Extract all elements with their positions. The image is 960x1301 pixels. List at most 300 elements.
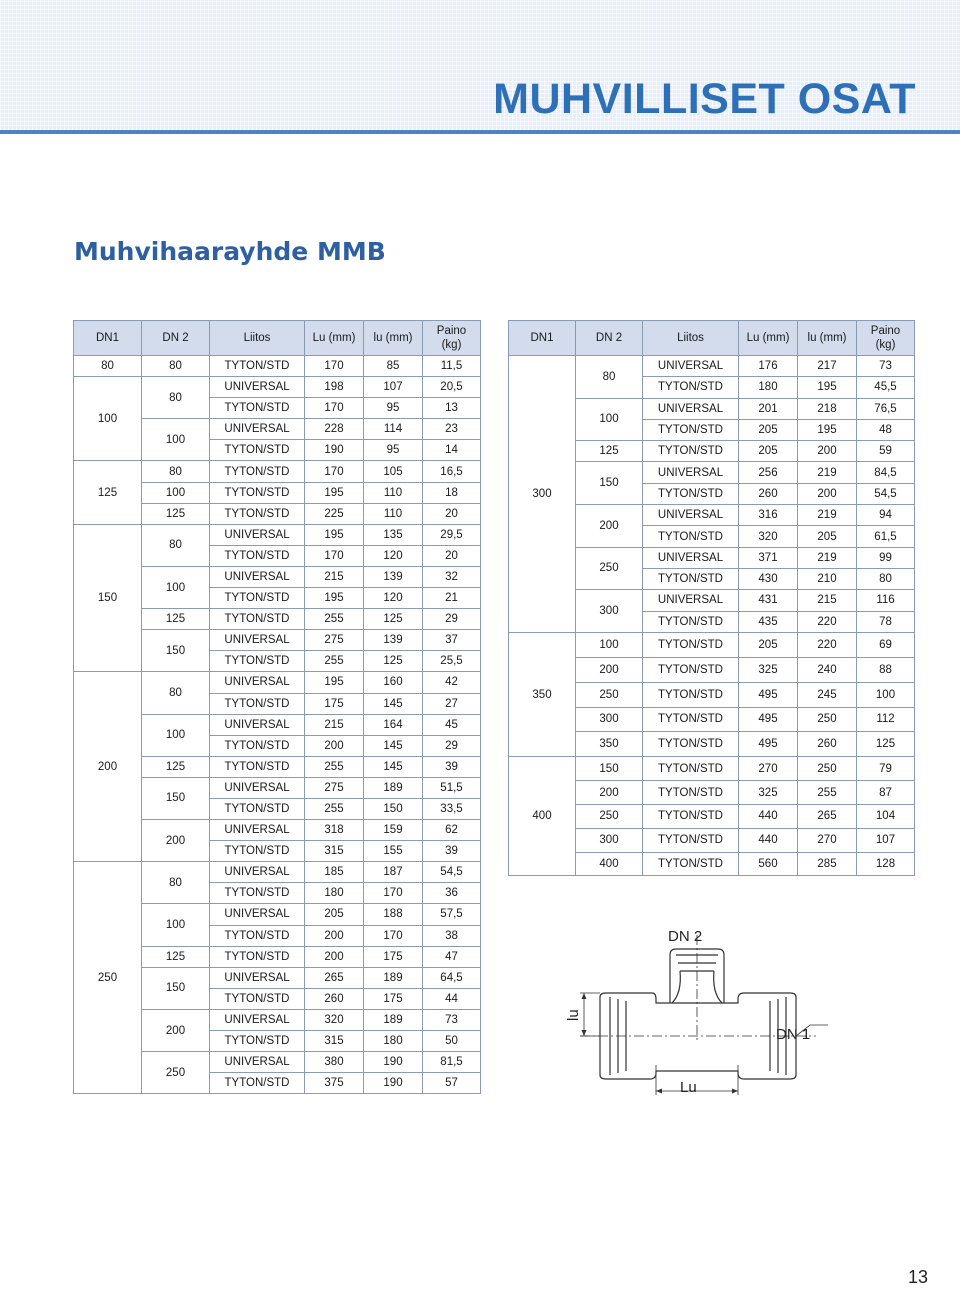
cell-dn2: 125 xyxy=(576,441,643,462)
cell-dn1: 250 xyxy=(74,862,142,1094)
cell-paino: 45 xyxy=(423,714,481,735)
cell-liitos: TYTON/STD xyxy=(210,883,305,904)
table-row xyxy=(509,356,915,377)
cell-paino: 84,5 xyxy=(857,462,915,483)
cell-liitos: TYTON/STD xyxy=(643,852,739,876)
cell-paino: 38 xyxy=(423,925,481,946)
cell-dn2: 125 xyxy=(142,503,210,524)
cell-liitos: TYTON/STD xyxy=(643,682,739,707)
diagram-label-lu-upper: Lu xyxy=(680,1079,697,1096)
cell-paino: 79 xyxy=(857,757,915,781)
cell-lu-upper: 215 xyxy=(305,714,364,735)
cell-paino: 11,5 xyxy=(423,356,481,377)
cell-lu-upper: 375 xyxy=(305,1073,364,1094)
cell-lu-lower: 285 xyxy=(798,852,857,876)
cell-liitos: TYTON/STD xyxy=(643,804,739,828)
cell-paino: 37 xyxy=(423,630,481,651)
cell-lu-lower: 200 xyxy=(798,441,857,462)
cell-liitos: UNIVERSAL xyxy=(210,904,305,925)
cell-dn2: 300 xyxy=(576,828,643,852)
cell-lu-upper: 195 xyxy=(305,588,364,609)
cell-lu-upper: 430 xyxy=(739,568,798,589)
cell-liitos: TYTON/STD xyxy=(643,419,739,440)
column-header-liitos: Liitos xyxy=(643,321,739,356)
cell-lu-upper: 440 xyxy=(739,828,798,852)
cell-paino: 107 xyxy=(857,828,915,852)
cell-paino: 14 xyxy=(423,440,481,461)
cell-liitos: TYTON/STD xyxy=(643,732,739,757)
cell-liitos: TYTON/STD xyxy=(210,925,305,946)
cell-lu-upper: 205 xyxy=(739,441,798,462)
cell-paino: 36 xyxy=(423,883,481,904)
cell-lu-upper: 255 xyxy=(305,798,364,819)
cell-paino: 13 xyxy=(423,398,481,419)
cell-lu-upper: 320 xyxy=(305,1009,364,1030)
page-number: 13 xyxy=(907,1267,928,1287)
cell-liitos: TYTON/STD xyxy=(210,1073,305,1094)
cell-lu-lower: 110 xyxy=(364,503,423,524)
cell-dn2: 80 xyxy=(142,377,210,419)
table-row xyxy=(74,524,481,545)
cell-dn2: 250 xyxy=(576,682,643,707)
cell-liitos: TYTON/STD xyxy=(210,545,305,566)
cell-paino: 78 xyxy=(857,611,915,632)
cell-lu-lower: 110 xyxy=(364,482,423,503)
cell-dn2: 80 xyxy=(142,461,210,482)
cell-paino: 59 xyxy=(857,441,915,462)
cell-paino: 64,5 xyxy=(423,967,481,988)
cell-paino: 51,5 xyxy=(423,777,481,798)
cell-lu-lower: 155 xyxy=(364,841,423,862)
cell-lu-upper: 170 xyxy=(305,356,364,377)
cell-liitos: UNIVERSAL xyxy=(210,377,305,398)
cell-dn1: 400 xyxy=(509,757,576,876)
cell-lu-lower: 139 xyxy=(364,630,423,651)
cell-lu-upper: 560 xyxy=(739,852,798,876)
cell-liitos: TYTON/STD xyxy=(210,841,305,862)
column-header-lu-upper: Lu (mm) xyxy=(739,321,798,356)
cell-liitos: TYTON/STD xyxy=(210,988,305,1009)
cell-lu-lower: 210 xyxy=(798,568,857,589)
cell-liitos: TYTON/STD xyxy=(643,632,739,657)
cell-paino: 29 xyxy=(423,735,481,756)
cell-lu-lower: 217 xyxy=(798,356,857,377)
cell-dn2: 150 xyxy=(142,967,210,1009)
cell-lu-lower: 175 xyxy=(364,946,423,967)
cell-lu-lower: 265 xyxy=(798,804,857,828)
cell-dn1: 150 xyxy=(74,524,142,672)
cell-paino: 73 xyxy=(857,356,915,377)
cell-paino: 23 xyxy=(423,419,481,440)
cell-lu-upper: 315 xyxy=(305,841,364,862)
cell-liitos: TYTON/STD xyxy=(210,735,305,756)
cell-liitos: UNIVERSAL xyxy=(210,524,305,545)
cell-lu-upper: 201 xyxy=(739,398,798,419)
cell-liitos: TYTON/STD xyxy=(210,1031,305,1052)
cell-liitos: TYTON/STD xyxy=(643,441,739,462)
cell-lu-upper: 215 xyxy=(305,566,364,587)
table-row xyxy=(74,672,481,693)
spec-table-left-body xyxy=(74,356,481,1094)
cell-paino: 29 xyxy=(423,609,481,630)
cell-dn2: 200 xyxy=(142,1009,210,1051)
cell-liitos: TYTON/STD xyxy=(643,757,739,781)
cell-liitos: TYTON/STD xyxy=(210,609,305,630)
cell-lu-lower: 125 xyxy=(364,609,423,630)
cell-lu-lower: 219 xyxy=(798,547,857,568)
spec-table-right-header xyxy=(509,321,915,356)
cell-lu-upper: 260 xyxy=(739,483,798,504)
cell-dn2: 250 xyxy=(142,1052,210,1094)
cell-lu-upper: 325 xyxy=(739,781,798,805)
cell-paino: 81,5 xyxy=(423,1052,481,1073)
cell-dn2: 80 xyxy=(576,356,643,399)
cell-lu-upper: 255 xyxy=(305,651,364,672)
spec-table-right xyxy=(508,320,915,876)
cell-lu-upper: 175 xyxy=(305,693,364,714)
cell-paino: 112 xyxy=(857,707,915,732)
cell-lu-lower: 260 xyxy=(798,732,857,757)
cell-paino: 33,5 xyxy=(423,798,481,819)
cell-paino: 32 xyxy=(423,566,481,587)
cell-lu-lower: 145 xyxy=(364,693,423,714)
diagram-label-dn2: DN 2 xyxy=(668,928,703,945)
cell-liitos: UNIVERSAL xyxy=(210,967,305,988)
cell-dn2: 100 xyxy=(142,566,210,608)
cell-dn2: 350 xyxy=(576,732,643,757)
cell-lu-lower: 125 xyxy=(364,651,423,672)
cell-paino: 18 xyxy=(423,482,481,503)
cell-lu-upper: 255 xyxy=(305,609,364,630)
cell-paino: 57 xyxy=(423,1073,481,1094)
column-header-dn1: DN1 xyxy=(74,321,142,356)
diagram-label-lu-lower: lu xyxy=(565,1009,582,1021)
cell-liitos: TYTON/STD xyxy=(210,398,305,419)
cell-lu-upper: 180 xyxy=(739,377,798,398)
cell-liitos: UNIVERSAL xyxy=(210,419,305,440)
cell-lu-upper: 180 xyxy=(305,883,364,904)
spec-table-right-body xyxy=(509,356,915,876)
cell-lu-lower: 220 xyxy=(798,611,857,632)
cell-lu-upper: 200 xyxy=(305,735,364,756)
cell-paino: 69 xyxy=(857,632,915,657)
cell-lu-lower: 215 xyxy=(798,590,857,611)
cell-dn2: 150 xyxy=(142,777,210,819)
cell-dn2: 400 xyxy=(576,852,643,876)
cell-lu-upper: 371 xyxy=(739,547,798,568)
cell-liitos: TYTON/STD xyxy=(643,568,739,589)
cell-lu-lower: 120 xyxy=(364,588,423,609)
cell-lu-upper: 205 xyxy=(739,632,798,657)
cell-liitos: TYTON/STD xyxy=(643,828,739,852)
cell-lu-lower: 170 xyxy=(364,883,423,904)
cell-dn2: 80 xyxy=(142,524,210,566)
cell-lu-lower: 189 xyxy=(364,777,423,798)
cell-liitos: UNIVERSAL xyxy=(210,630,305,651)
cell-lu-upper: 195 xyxy=(305,672,364,693)
cell-liitos: TYTON/STD xyxy=(643,526,739,547)
cell-lu-upper: 270 xyxy=(739,757,798,781)
cell-lu-lower: 95 xyxy=(364,398,423,419)
cell-dn2: 300 xyxy=(576,590,643,633)
cell-liitos: TYTON/STD xyxy=(210,461,305,482)
cell-lu-upper: 205 xyxy=(305,904,364,925)
column-header-dn2: DN 2 xyxy=(576,321,643,356)
cell-liitos: TYTON/STD xyxy=(210,946,305,967)
cell-lu-lower: 120 xyxy=(364,545,423,566)
cell-lu-lower: 219 xyxy=(798,462,857,483)
cell-lu-upper: 176 xyxy=(739,356,798,377)
cell-lu-lower: 250 xyxy=(798,757,857,781)
cell-paino: 54,5 xyxy=(857,483,915,504)
cell-lu-upper: 200 xyxy=(305,946,364,967)
column-header-dn1: DN1 xyxy=(509,321,576,356)
column-header-lu-upper: Lu (mm) xyxy=(305,321,364,356)
table-row xyxy=(74,377,481,398)
cell-liitos: TYTON/STD xyxy=(210,503,305,524)
cell-liitos: TYTON/STD xyxy=(210,588,305,609)
cell-liitos: UNIVERSAL xyxy=(210,1009,305,1030)
cell-paino: 128 xyxy=(857,852,915,876)
cell-paino: 20 xyxy=(423,545,481,566)
cell-liitos: UNIVERSAL xyxy=(643,398,739,419)
cell-paino: 94 xyxy=(857,505,915,526)
cell-lu-lower: 189 xyxy=(364,1009,423,1030)
cell-dn2: 200 xyxy=(576,657,643,682)
cell-dn2: 150 xyxy=(576,462,643,505)
diagram-label-dn1: DN 1 xyxy=(776,1026,811,1043)
cell-lu-lower: 180 xyxy=(364,1031,423,1052)
cell-liitos: UNIVERSAL xyxy=(210,566,305,587)
cell-lu-upper: 260 xyxy=(305,988,364,1009)
cell-lu-lower: 195 xyxy=(798,377,857,398)
cell-dn1: 300 xyxy=(509,356,576,633)
cell-liitos: TYTON/STD xyxy=(210,482,305,503)
cell-paino: 76,5 xyxy=(857,398,915,419)
cell-lu-upper: 435 xyxy=(739,611,798,632)
cell-lu-upper: 195 xyxy=(305,482,364,503)
cell-lu-lower: 195 xyxy=(798,419,857,440)
cell-dn1: 200 xyxy=(74,672,142,862)
cell-lu-lower: 240 xyxy=(798,657,857,682)
cell-lu-lower: 164 xyxy=(364,714,423,735)
cell-paino: 39 xyxy=(423,841,481,862)
cell-liitos: TYTON/STD xyxy=(643,377,739,398)
spec-table-left-header xyxy=(74,321,481,356)
cell-lu-upper: 190 xyxy=(305,440,364,461)
cell-liitos: UNIVERSAL xyxy=(210,777,305,798)
cell-lu-upper: 228 xyxy=(305,419,364,440)
cell-lu-upper: 495 xyxy=(739,707,798,732)
cell-paino: 20,5 xyxy=(423,377,481,398)
cell-paino: 27 xyxy=(423,693,481,714)
cell-liitos: TYTON/STD xyxy=(643,483,739,504)
cell-lu-upper: 170 xyxy=(305,545,364,566)
cell-paino: 47 xyxy=(423,946,481,967)
cell-liitos: TYTON/STD xyxy=(643,611,739,632)
cell-lu-lower: 114 xyxy=(364,419,423,440)
cell-paino: 80 xyxy=(857,568,915,589)
cell-lu-lower: 159 xyxy=(364,820,423,841)
column-header-lu-lower: lu (mm) xyxy=(364,321,423,356)
cell-dn2: 80 xyxy=(142,862,210,904)
table-row xyxy=(509,757,915,781)
cell-lu-lower: 139 xyxy=(364,566,423,587)
cell-paino: 50 xyxy=(423,1031,481,1052)
cell-paino: 54,5 xyxy=(423,862,481,883)
cell-lu-upper: 170 xyxy=(305,461,364,482)
cell-paino: 25,5 xyxy=(423,651,481,672)
section-title: Muhvihaarayhde MMB xyxy=(74,237,386,266)
cell-paino: 99 xyxy=(857,547,915,568)
cell-lu-upper: 195 xyxy=(305,524,364,545)
cell-dn2: 100 xyxy=(576,398,643,441)
spec-table-left xyxy=(73,320,481,1094)
cell-lu-lower: 160 xyxy=(364,672,423,693)
cell-paino: 104 xyxy=(857,804,915,828)
cell-lu-upper: 205 xyxy=(739,419,798,440)
cell-liitos: TYTON/STD xyxy=(643,781,739,805)
cell-liitos: UNIVERSAL xyxy=(210,820,305,841)
cell-lu-lower: 107 xyxy=(364,377,423,398)
column-header-liitos: Liitos xyxy=(210,321,305,356)
cell-lu-upper: 320 xyxy=(739,526,798,547)
cell-lu-lower: 220 xyxy=(798,632,857,657)
cell-dn2: 300 xyxy=(576,707,643,732)
cell-liitos: TYTON/STD xyxy=(210,440,305,461)
cell-lu-lower: 219 xyxy=(798,505,857,526)
cell-lu-lower: 245 xyxy=(798,682,857,707)
cell-paino: 29,5 xyxy=(423,524,481,545)
table-row xyxy=(74,862,481,883)
cell-paino: 44 xyxy=(423,988,481,1009)
cell-dn2: 100 xyxy=(142,714,210,756)
cell-liitos: UNIVERSAL xyxy=(210,862,305,883)
header-rule xyxy=(0,130,960,134)
cell-paino: 16,5 xyxy=(423,461,481,482)
column-header-dn2: DN 2 xyxy=(142,321,210,356)
cell-liitos: UNIVERSAL xyxy=(643,462,739,483)
cell-dn2: 125 xyxy=(142,609,210,630)
cell-liitos: TYTON/STD xyxy=(210,693,305,714)
cell-lu-upper: 198 xyxy=(305,377,364,398)
cell-dn1: 125 xyxy=(74,461,142,524)
cell-liitos: TYTON/STD xyxy=(210,651,305,672)
cell-dn2: 100 xyxy=(142,904,210,946)
cell-liitos: UNIVERSAL xyxy=(643,356,739,377)
cell-lu-upper: 316 xyxy=(739,505,798,526)
cell-dn2: 80 xyxy=(142,672,210,714)
cell-paino: 45,5 xyxy=(857,377,915,398)
cell-lu-lower: 145 xyxy=(364,756,423,777)
cell-lu-upper: 225 xyxy=(305,503,364,524)
cell-paino: 125 xyxy=(857,732,915,757)
cell-liitos: TYTON/STD xyxy=(643,707,739,732)
column-header-paino: Paino (kg) xyxy=(857,321,915,356)
cell-dn1: 80 xyxy=(74,356,142,377)
cell-lu-lower: 95 xyxy=(364,440,423,461)
cell-lu-lower: 150 xyxy=(364,798,423,819)
cell-lu-lower: 218 xyxy=(798,398,857,419)
cell-lu-lower: 145 xyxy=(364,735,423,756)
cell-dn1: 100 xyxy=(74,377,142,461)
cell-lu-upper: 315 xyxy=(305,1031,364,1052)
cell-liitos: TYTON/STD xyxy=(643,657,739,682)
cell-dn2: 100 xyxy=(142,482,210,503)
cell-lu-upper: 275 xyxy=(305,777,364,798)
cell-lu-upper: 495 xyxy=(739,732,798,757)
cell-lu-lower: 188 xyxy=(364,904,423,925)
cell-paino: 57,5 xyxy=(423,904,481,925)
cell-liitos: TYTON/STD xyxy=(210,798,305,819)
cell-lu-upper: 265 xyxy=(305,967,364,988)
cell-liitos: UNIVERSAL xyxy=(210,672,305,693)
cell-dn2: 100 xyxy=(142,419,210,461)
cell-lu-lower: 205 xyxy=(798,526,857,547)
cell-dn2: 80 xyxy=(142,356,210,377)
cell-paino: 48 xyxy=(857,419,915,440)
cell-paino: 116 xyxy=(857,590,915,611)
cell-paino: 88 xyxy=(857,657,915,682)
cell-lu-upper: 495 xyxy=(739,682,798,707)
cell-liitos: UNIVERSAL xyxy=(210,714,305,735)
cell-dn2: 125 xyxy=(142,756,210,777)
cell-lu-lower: 200 xyxy=(798,483,857,504)
cell-paino: 73 xyxy=(423,1009,481,1030)
cell-dn2: 200 xyxy=(142,820,210,862)
cell-paino: 100 xyxy=(857,682,915,707)
cell-lu-upper: 255 xyxy=(305,756,364,777)
cell-lu-upper: 440 xyxy=(739,804,798,828)
cell-lu-lower: 270 xyxy=(798,828,857,852)
cell-dn2: 150 xyxy=(142,630,210,672)
cell-lu-lower: 255 xyxy=(798,781,857,805)
cell-lu-lower: 135 xyxy=(364,524,423,545)
cell-lu-lower: 189 xyxy=(364,967,423,988)
cell-paino: 20 xyxy=(423,503,481,524)
cell-lu-upper: 170 xyxy=(305,398,364,419)
cell-dn2: 150 xyxy=(576,757,643,781)
cell-lu-lower: 190 xyxy=(364,1073,423,1094)
cell-liitos: TYTON/STD xyxy=(210,356,305,377)
cell-liitos: UNIVERSAL xyxy=(210,1052,305,1073)
tee-fitting-diagram xyxy=(560,915,840,1105)
table-row xyxy=(509,632,915,657)
table-row xyxy=(74,461,481,482)
cell-lu-upper: 380 xyxy=(305,1052,364,1073)
cell-lu-lower: 85 xyxy=(364,356,423,377)
cell-lu-upper: 275 xyxy=(305,630,364,651)
column-header-lu-lower: lu (mm) xyxy=(798,321,857,356)
cell-dn2: 100 xyxy=(576,632,643,657)
cell-liitos: UNIVERSAL xyxy=(643,547,739,568)
cell-paino: 62 xyxy=(423,820,481,841)
cell-lu-lower: 187 xyxy=(364,862,423,883)
cell-dn1: 350 xyxy=(509,632,576,756)
cell-paino: 61,5 xyxy=(857,526,915,547)
cell-paino: 21 xyxy=(423,588,481,609)
cell-dn2: 250 xyxy=(576,804,643,828)
cell-lu-lower: 190 xyxy=(364,1052,423,1073)
cell-liitos: TYTON/STD xyxy=(210,756,305,777)
cell-lu-upper: 318 xyxy=(305,820,364,841)
cell-dn2: 200 xyxy=(576,505,643,548)
cell-lu-upper: 256 xyxy=(739,462,798,483)
cell-dn2: 125 xyxy=(142,946,210,967)
cell-lu-upper: 185 xyxy=(305,862,364,883)
cell-lu-lower: 250 xyxy=(798,707,857,732)
cell-dn2: 200 xyxy=(576,781,643,805)
